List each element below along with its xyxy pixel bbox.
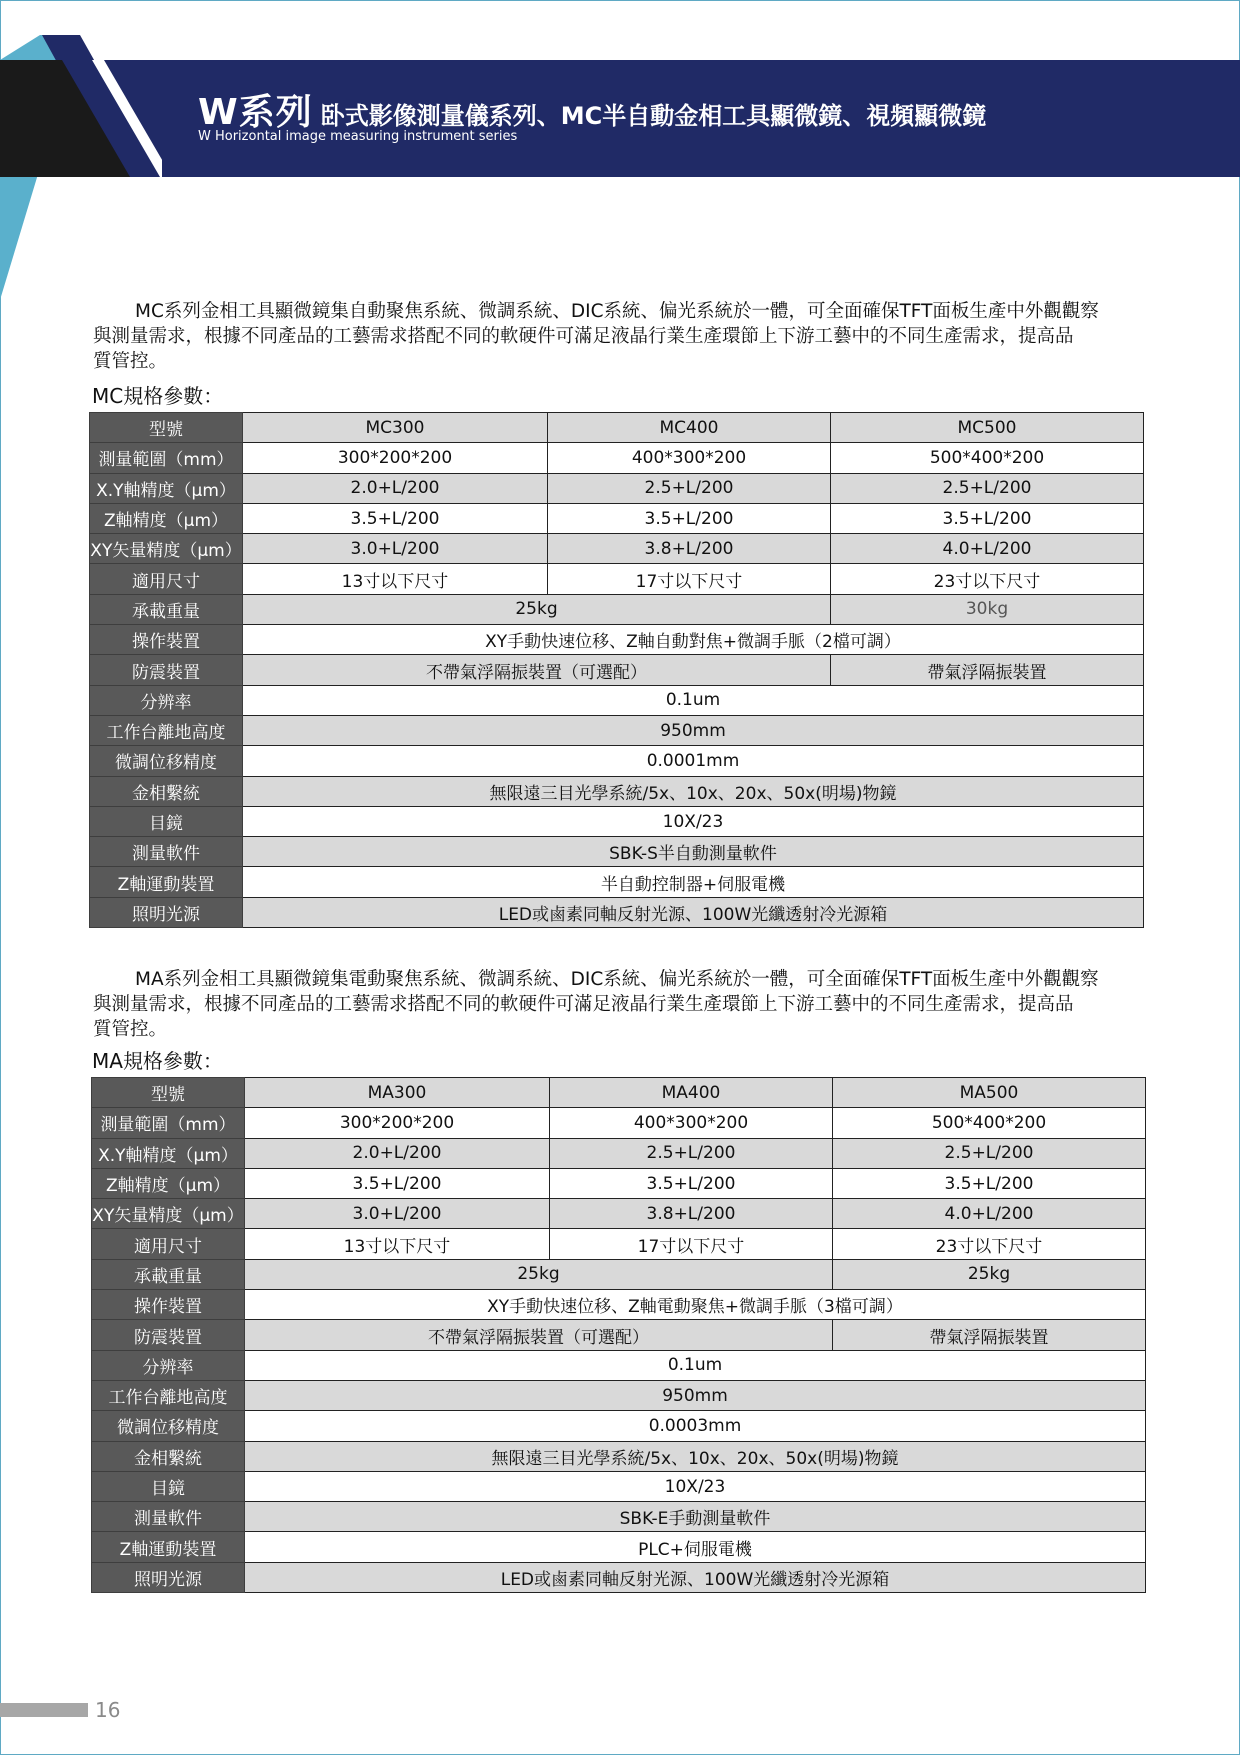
value-cell: 30kg bbox=[831, 594, 1144, 624]
table-row bbox=[90, 715, 1144, 745]
page-subtitle: W Horizontal image measuring instrument series bbox=[198, 129, 518, 144]
value-cell: SBK-E手動測量軟件 bbox=[245, 1502, 1146, 1532]
mc-intro-line-1: MC系列金相工具顯微鏡集自動聚焦系統、微調系統、DIC系統、偏光系統於一體，可全面確保TFT面板生產中外觀觀察 bbox=[135, 301, 1099, 322]
header-band-wedge bbox=[92, 60, 162, 177]
value-cell: 13寸以下尺寸 bbox=[243, 564, 548, 594]
row-label: 金相繫統 bbox=[90, 776, 243, 806]
row-label: X.Y軸精度（μm） bbox=[90, 473, 243, 503]
page-number: 16 bbox=[95, 1698, 121, 1722]
row-label: 照明光源 bbox=[92, 1562, 245, 1592]
value-cell: 4.0+L/200 bbox=[833, 1199, 1146, 1229]
value-cell: 23寸以下尺寸 bbox=[833, 1229, 1146, 1259]
table-row bbox=[92, 1229, 1146, 1259]
value-cell: 17寸以下尺寸 bbox=[550, 1229, 833, 1259]
value-cell: 25kg bbox=[833, 1259, 1146, 1289]
ma-intro-line-3: 質管控。 bbox=[93, 1019, 168, 1040]
table-row bbox=[92, 1168, 1146, 1198]
row-label: 適用尺寸 bbox=[90, 564, 243, 594]
row-label: 操作裝置 bbox=[92, 1290, 245, 1320]
table-row bbox=[90, 746, 1144, 776]
value-cell: 3.5+L/200 bbox=[548, 503, 831, 533]
value-cell: 3.5+L/200 bbox=[245, 1168, 550, 1198]
row-label: 測量範圍（mm） bbox=[92, 1108, 245, 1138]
row-label: X.Y軸精度（μm） bbox=[92, 1138, 245, 1168]
row-label: 測量軟件 bbox=[90, 837, 243, 867]
table-row bbox=[90, 655, 1144, 685]
table-row bbox=[92, 1350, 1146, 1380]
mc-spec-table bbox=[89, 412, 1144, 928]
value-cell: 無限遠三目光學系統/5x、10x、20x、50x(明場)物鏡 bbox=[245, 1441, 1146, 1471]
title-series: W系列 bbox=[198, 92, 313, 133]
value-cell: 0.0003mm bbox=[245, 1411, 1146, 1441]
ma-spec-table bbox=[91, 1077, 1146, 1593]
value-cell: 17寸以下尺寸 bbox=[548, 564, 831, 594]
value-cell: 0.1um bbox=[243, 685, 1144, 715]
row-label: 型號 bbox=[92, 1078, 245, 1108]
value-cell: 2.5+L/200 bbox=[548, 473, 831, 503]
model-cell: MA300 bbox=[245, 1078, 550, 1108]
value-cell: 半自動控制器+伺服電機 bbox=[243, 867, 1144, 897]
table-row bbox=[90, 564, 1144, 594]
table-row bbox=[90, 594, 1144, 624]
value-cell: 950mm bbox=[245, 1380, 1146, 1410]
row-label: 分辨率 bbox=[92, 1350, 245, 1380]
table-row bbox=[90, 897, 1144, 927]
value-cell: 3.5+L/200 bbox=[831, 503, 1144, 533]
value-cell: 3.8+L/200 bbox=[550, 1199, 833, 1229]
table-row bbox=[90, 867, 1144, 897]
table-row bbox=[90, 503, 1144, 533]
ma-intro-line-2: 與測量需求，根據不同產品的工藝需求搭配不同的軟硬件可滿足液晶行業生產環節上下游工藝中的不同生產需求，提高品 bbox=[93, 994, 1074, 1015]
row-label: 適用尺寸 bbox=[92, 1229, 245, 1259]
value-cell: 0.0001mm bbox=[243, 746, 1144, 776]
model-cell: MC300 bbox=[243, 413, 548, 443]
value-cell: 0.1um bbox=[245, 1350, 1146, 1380]
mc-intro-line-2: 與測量需求，根據不同產品的工藝需求搭配不同的軟硬件可滿足液晶行業生產環節上下游工藝中的不同生產需求，提高品 bbox=[93, 326, 1074, 347]
table-row bbox=[92, 1199, 1146, 1229]
model-cell: MA500 bbox=[833, 1078, 1146, 1108]
value-cell: XY手動快速位移、Z軸電動聚焦+微調手脈（3檔可調） bbox=[245, 1290, 1146, 1320]
value-cell: 2.0+L/200 bbox=[243, 473, 548, 503]
table-row bbox=[90, 806, 1144, 836]
row-label: 測量軟件 bbox=[92, 1502, 245, 1532]
value-cell: 500*400*200 bbox=[833, 1108, 1146, 1138]
row-label: Z軸精度（μm） bbox=[90, 503, 243, 533]
ma-spec-heading: MA規格參數： bbox=[92, 1049, 223, 1073]
row-label: Z軸運動裝置 bbox=[92, 1532, 245, 1562]
value-cell: 400*300*200 bbox=[548, 443, 831, 473]
value-cell: 13寸以下尺寸 bbox=[245, 1229, 550, 1259]
row-label: 工作台離地高度 bbox=[90, 715, 243, 745]
row-label: Z軸精度（μm） bbox=[92, 1168, 245, 1198]
value-cell: LED或鹵素同軸反射光源、100W光纖透射冷光源箱 bbox=[243, 897, 1144, 927]
value-cell: 10X/23 bbox=[243, 806, 1144, 836]
mc-intro-line-3: 質管控。 bbox=[93, 351, 168, 372]
row-label: 微調位移精度 bbox=[90, 746, 243, 776]
value-cell: PLC+伺服電機 bbox=[245, 1532, 1146, 1562]
value-cell: 400*300*200 bbox=[550, 1108, 833, 1138]
row-label: 目鏡 bbox=[90, 806, 243, 836]
value-cell: 10X/23 bbox=[245, 1471, 1146, 1501]
value-cell: 2.5+L/200 bbox=[833, 1138, 1146, 1168]
row-label: 型號 bbox=[90, 413, 243, 443]
row-label: 照明光源 bbox=[90, 897, 243, 927]
value-cell: 3.5+L/200 bbox=[550, 1168, 833, 1198]
model-cell: MC400 bbox=[548, 413, 831, 443]
row-label: 防震裝置 bbox=[92, 1320, 245, 1350]
value-cell: 3.8+L/200 bbox=[548, 534, 831, 564]
value-cell: 帶氣浮隔振裝置 bbox=[833, 1320, 1146, 1350]
row-label: 金相繫統 bbox=[92, 1441, 245, 1471]
table-row bbox=[92, 1259, 1146, 1289]
value-cell: 3.5+L/200 bbox=[833, 1168, 1146, 1198]
row-label: 分辨率 bbox=[90, 685, 243, 715]
table-row bbox=[92, 1108, 1146, 1138]
value-cell: 帶氣浮隔振裝置 bbox=[831, 655, 1144, 685]
table-row bbox=[90, 534, 1144, 564]
row-label: 承載重量 bbox=[90, 594, 243, 624]
table-row bbox=[92, 1078, 1146, 1108]
table-row bbox=[90, 443, 1144, 473]
table-row bbox=[90, 473, 1144, 503]
value-cell: XY手動快速位移、Z軸自動對焦+微調手脈（2檔可調） bbox=[243, 625, 1144, 655]
value-cell: 2.5+L/200 bbox=[831, 473, 1144, 503]
row-label: Z軸運動裝置 bbox=[90, 867, 243, 897]
value-cell: 4.0+L/200 bbox=[831, 534, 1144, 564]
value-cell: 3.5+L/200 bbox=[243, 503, 548, 533]
table-row bbox=[92, 1138, 1146, 1168]
row-label: 目鏡 bbox=[92, 1471, 245, 1501]
value-cell: 25kg bbox=[243, 594, 831, 624]
page-number-bar bbox=[0, 1703, 88, 1717]
table-row bbox=[90, 625, 1144, 655]
value-cell: SBK-S半自動測量軟件 bbox=[243, 837, 1144, 867]
table-row bbox=[92, 1562, 1146, 1592]
value-cell: 無限遠三目光學系統/5x、10x、20x、50x(明場)物鏡 bbox=[243, 776, 1144, 806]
title-text: 卧式影像測量儀系列、MC半自動金相工具顯微鏡、視頻顯微鏡 bbox=[320, 102, 987, 130]
value-cell: 950mm bbox=[243, 715, 1144, 745]
row-label: 微調位移精度 bbox=[92, 1411, 245, 1441]
row-label: 測量範圍（mm） bbox=[90, 443, 243, 473]
table-row bbox=[92, 1441, 1146, 1471]
mc-spec-heading: MC規格參數： bbox=[92, 384, 224, 408]
table-row bbox=[92, 1411, 1146, 1441]
value-cell: 3.0+L/200 bbox=[245, 1199, 550, 1229]
model-cell: MA400 bbox=[550, 1078, 833, 1108]
table-row bbox=[90, 413, 1144, 443]
table-row bbox=[92, 1320, 1146, 1350]
page-title bbox=[198, 84, 986, 135]
ma-intro-line-1: MA系列金相工具顯微鏡集電動聚焦系統、微調系統、DIC系統、偏光系統於一體，可全面確保TFT面板生產中外觀觀察 bbox=[135, 969, 1099, 990]
table-row bbox=[92, 1380, 1146, 1410]
row-label: 操作裝置 bbox=[90, 625, 243, 655]
table-row bbox=[92, 1290, 1146, 1320]
row-label: 工作台離地高度 bbox=[92, 1380, 245, 1410]
table-row bbox=[92, 1532, 1146, 1562]
table-row bbox=[92, 1502, 1146, 1532]
row-label: XY矢量精度（μm） bbox=[90, 534, 243, 564]
table-row bbox=[90, 685, 1144, 715]
value-cell: LED或鹵素同軸反射光源、100W光纖透射冷光源箱 bbox=[245, 1562, 1146, 1592]
value-cell: 23寸以下尺寸 bbox=[831, 564, 1144, 594]
value-cell: 不帶氣浮隔振裝置（可選配） bbox=[245, 1320, 833, 1350]
row-label: 承載重量 bbox=[92, 1259, 245, 1289]
value-cell: 300*200*200 bbox=[243, 443, 548, 473]
table-row bbox=[92, 1471, 1146, 1501]
value-cell: 500*400*200 bbox=[831, 443, 1144, 473]
row-label: 防震裝置 bbox=[90, 655, 243, 685]
value-cell: 300*200*200 bbox=[245, 1108, 550, 1138]
model-cell: MC500 bbox=[831, 413, 1144, 443]
value-cell: 2.5+L/200 bbox=[550, 1138, 833, 1168]
value-cell: 2.0+L/200 bbox=[245, 1138, 550, 1168]
value-cell: 不帶氣浮隔振裝置（可選配） bbox=[243, 655, 831, 685]
row-label: XY矢量精度（μm） bbox=[92, 1199, 245, 1229]
table-row bbox=[90, 776, 1144, 806]
value-cell: 25kg bbox=[245, 1259, 833, 1289]
value-cell: 3.0+L/200 bbox=[243, 534, 548, 564]
table-row bbox=[90, 837, 1144, 867]
